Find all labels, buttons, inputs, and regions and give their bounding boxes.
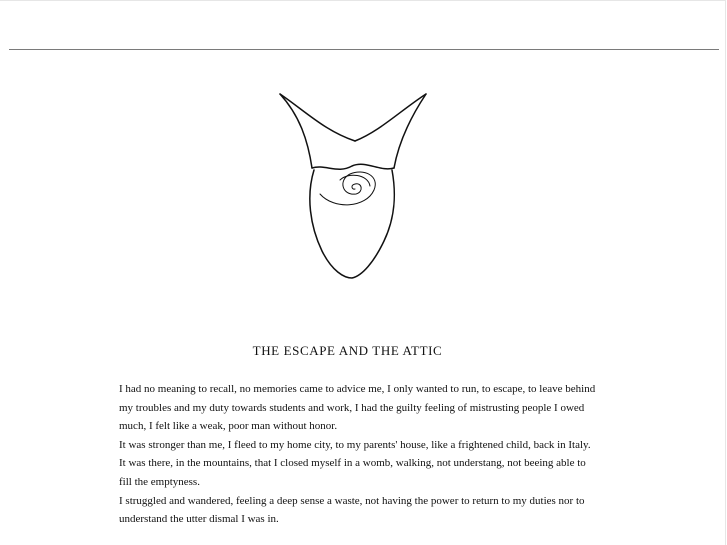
chapter-body: [119, 380, 599, 529]
body-paragraph: It was stronger than me, I fleed to my home city, to my parents' house, like a frightened child, back in Italy.: [119, 438, 591, 451]
header-divider: [9, 49, 719, 50]
chapter-title: THE ESCAPE AND THE ATTIC: [252, 343, 443, 358]
vase-spiral-icon: [270, 86, 440, 286]
body-paragraph: It was there, in the mountains, that I closed myself in a womb, walking, not understang, not beeing able to fill the emptyness.: [119, 457, 586, 488]
body-paragraph: I struggled and wandered, feeling a deep sense a waste, not having the power to return to my duties nor to understand the utter dismal I was in.: [119, 494, 585, 526]
body-paragraph: I had no meaning to recall, no memories came to advice me, I only wanted to run, to escape, to leave behind my troubles and my duty towards students and work, I had the guilty feeling of mistrusting people I owed much, I felt like a weak, poor man without honor.: [119, 383, 596, 433]
